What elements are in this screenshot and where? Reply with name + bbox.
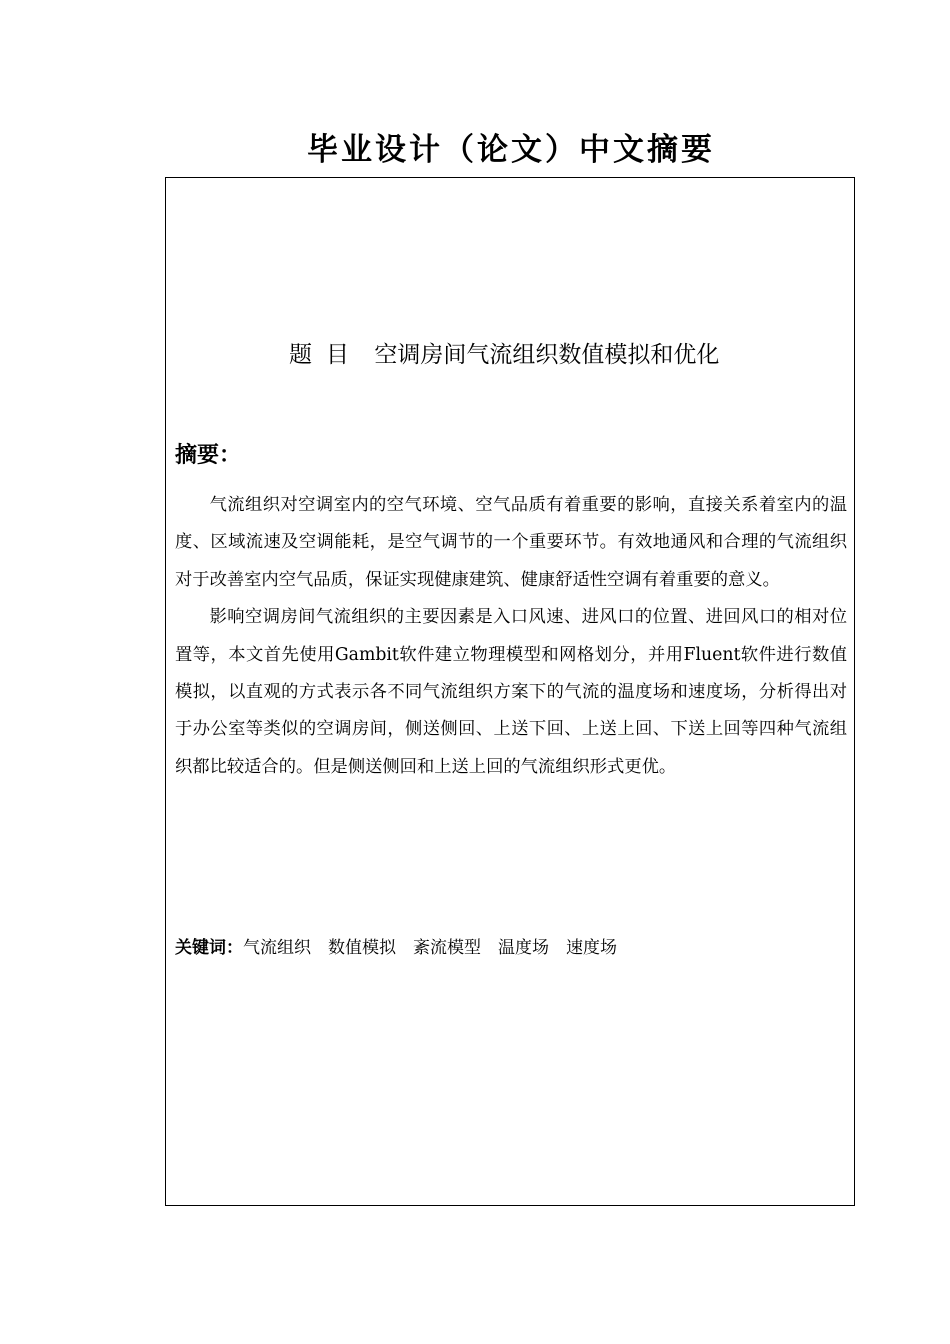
keyword-item: 紊流模型 [413, 938, 481, 958]
thesis-topic-line [289, 337, 719, 373]
abstract-paragraph-1: 气流组织对空调室内的空气环境、空气品质有着重要的影响，直接关系着室内的温度、区域流速及空调能耗，是空气调节的一个重要环节。有效地通风和合理的气流组织对于改善室内空气品质，保证实现健康建筑、健康舒适性空调有着重要的意义。 [175, 495, 847, 590]
keyword-item: 气流组织 [243, 938, 311, 958]
keywords-line [175, 933, 634, 963]
page-title: 毕业设计（论文）中文摘要 [307, 132, 715, 168]
abstract-heading: 摘要： [175, 443, 242, 468]
abstract-body [175, 487, 847, 786]
keywords-label: 关键词： [175, 938, 243, 958]
topic-label: 题目 [289, 342, 363, 368]
topic-text: 空调房间气流组织数值模拟和优化 [374, 342, 720, 368]
keyword-item: 数值模拟 [328, 938, 396, 958]
abstract-paragraph-2: 影响空调房间气流组织的主要因素是入口风速、进风口的位置、进回风口的相对位置等，本文首先使用Gambit软件建立物理模型和网格划分，并用Fluent软件进行数值模拟，以直观的方式表示各不同气流组织方案下的气流的温度场和速度场，分析得出对于办公室等类似的空调房间，侧送侧回、上送下回、上送上回、下送上回等四种气流组织都比较适合的。但是侧送侧回和上送上回的气流组织形式更优。 [175, 607, 847, 777]
keyword-item: 温度场 [498, 938, 549, 958]
keyword-item: 速度场 [566, 938, 617, 958]
